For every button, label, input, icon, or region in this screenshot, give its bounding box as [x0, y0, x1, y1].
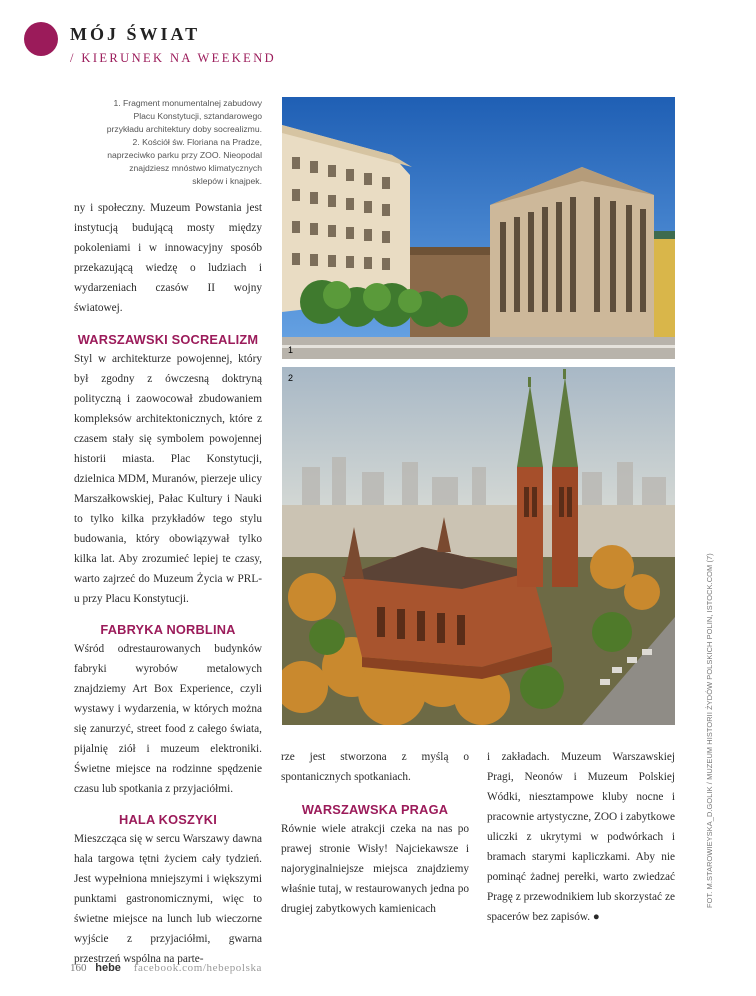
photo-credit-text: FOT. M.STAROWIEYSKA_D.GOLIK / MUZEUM HISTORII ŻYDÓW POLSKICH POLIN, ISTOCK.COM (7)	[705, 553, 714, 908]
column-3	[487, 747, 675, 927]
brand-dot	[24, 22, 58, 56]
heading-warszawski-socrealizm: WARSZAWSKI SOCREALIZM	[77, 332, 259, 347]
praga-paragraph: Równie wiele atrakcji czeka na nas po prawej stronie Wisły! Najciekawsze i najoryginalniejsze miejsca znajdziemy właśnie tutaj, w restaurowanych jedna po drugiej zabytkowych kamienicach	[281, 823, 469, 915]
norblin-paragraph: Wśród odrestaurowanych budynków fabryki wyrobów metalowych znajdziemy Art Box Experience, czyli wystawy i wydarzenia, w których można się zanurzyć, street food z całego świata, pijalnię ziół i muzeum elektroniki. Świetne miejsce na rodzinne spędzenie czasu lub spotkania z przyjaciółmi.	[74, 643, 262, 795]
photo-captions	[96, 97, 262, 188]
photo-kosciol-floriana	[282, 367, 675, 725]
photo-2-number: 2	[288, 373, 294, 383]
koszyki-continued: rze jest stworzona z myślą o spontanicznych spotkaniach.	[281, 751, 469, 783]
heading-hala-koszyki: HALA KOSZYKI	[119, 812, 217, 827]
heading-warszawska-praga: WARSZAWSKA PRAGA	[301, 802, 449, 817]
caption-2: 2. Kościół św. Floriana na Pradze, naprzeciwko parku przy ZOO. Nieopodal znajdziesz mnóstwo klimatycznych sklepów i knajpek.	[107, 137, 262, 186]
photo-plac-konstytucji	[282, 97, 675, 359]
heading-fabryka-norblina: FABRYKA NORBLINA	[100, 622, 236, 637]
section-title: MÓJ ŚWIAT	[70, 24, 201, 44]
section-subtitle: / KIERUNEK NA WEEKEND	[70, 51, 277, 65]
hebe-logo: hebe	[95, 962, 121, 974]
caption-1: 1. Fragment monumentalnej zabudowy Placu Konstytucji, sztandarowego przykładu architektury doby socrealizmu.	[106, 98, 262, 134]
page-number: 160	[70, 962, 87, 974]
end-mark: ●	[592, 911, 600, 923]
facebook-link[interactable]: facebook.com/hebepolska	[133, 962, 263, 974]
praga-continued	[487, 747, 675, 927]
intro-paragraph: ny i społeczny. Muzeum Powstania jest instytucją budującą mosty między pokoleniami i w innowacyjny sposób przekazującą wiedzę o ludziach i wydarzeniach czasów II wojny światowej.	[74, 202, 262, 314]
socrealizm-paragraph: Styl w architekturze powojennej, który był zgodny z ówczesną doktryną polityczną i zaowocował zbudowaniem kompleksów architektonicznych, które z czasem stały się symbolem powojennej historii miasta. Plac Konstytucji, dzielnica MDM, Muranów, pierzeje ulicy Marszałkowskiej, Pałac Kultury i Nauki to tylko kilka przykładów tego stylu budowania, który obowiązywał tylko kilka lat. Aby zrozumieć lepiej te czasy, warto zajrzeć do Muzeum Życia w PRL-u przy Placu Konstytucji.	[74, 353, 262, 605]
column-2	[281, 747, 469, 919]
column-1	[74, 198, 262, 969]
page-footer	[70, 962, 262, 974]
koszyki-paragraph: Mieszcząca się w sercu Warszawy dawna hala targowa tętni życiem cały tydzień. Jest wypełniona mniejszymi i większymi punktami gastronomicznymi, więc to świetne miejsce na lunch lub wieczorne wyjście z przyjaciółmi, gwarna przestrzeń wspólna na parte-	[74, 833, 262, 965]
photo-1-number: 1	[288, 345, 294, 355]
praga-continued-text: i zakładach. Muzeum Warszawskiej Pragi, Neonów i Muzeum Polskiej Wódki, niesztampowe kluby nocne i pracownie artystyczne, ZOO i zabytkowe uliczki z ukrytymi w podwórkach i bramach starymi kapliczkami. Aby nie pominąć żadnej perełki, warto zwiedzać Pragę z przewodnikiem lub skorzystać ze spacerów bez zapisów.	[487, 751, 675, 923]
photo-credit	[705, 553, 716, 908]
